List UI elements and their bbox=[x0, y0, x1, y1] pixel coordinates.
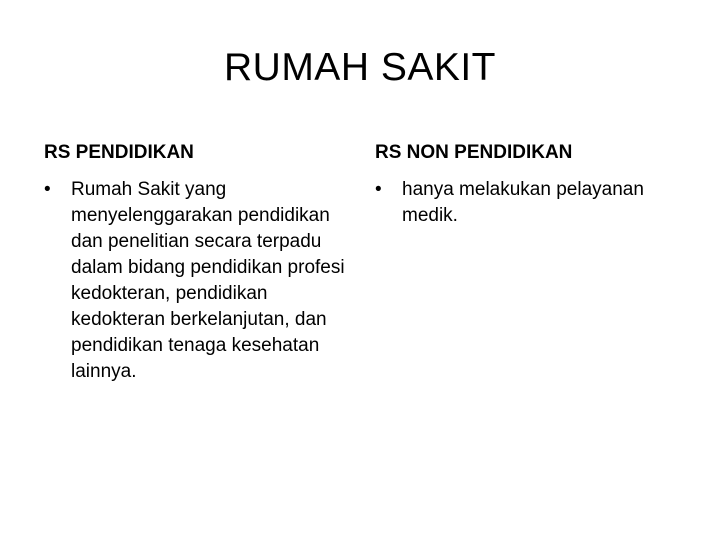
slide-title: RUMAH SAKIT bbox=[223, 46, 497, 89]
bullet-item bbox=[44, 177, 354, 385]
bullet-text: hanya melakukan pelayanan medik. bbox=[402, 179, 644, 226]
column-heading: RS PENDIDIKAN bbox=[44, 142, 194, 163]
column-heading: RS NON PENDIDIKAN bbox=[375, 142, 573, 163]
bullet-text: Rumah Sakit yang menyelenggarakan pendidikan dan penelitian secara terpadu dalam bidang pendidikan profesi kedokteran, pendidikan kedokteran berkelanjutan, dan pendidikan tenaga kesehatan lainnya. bbox=[71, 179, 345, 382]
column-rs-pendidikan bbox=[44, 140, 354, 385]
bullet-icon: • bbox=[44, 179, 51, 200]
bullet-list bbox=[375, 177, 695, 229]
bullet-item bbox=[375, 177, 695, 229]
bullet-list bbox=[44, 177, 354, 385]
column-rs-non-pendidikan bbox=[375, 140, 695, 229]
bullet-icon: • bbox=[375, 179, 382, 200]
